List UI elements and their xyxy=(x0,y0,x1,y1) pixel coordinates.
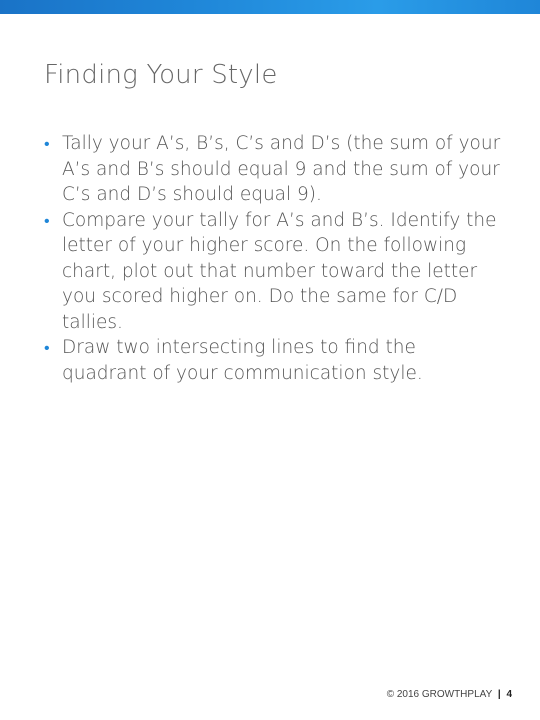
bullet-dot-icon: • xyxy=(44,210,50,230)
bullet-dot-icon: • xyxy=(44,134,50,153)
bullet-text: Tally your A’s, B’s, C’s and D’s (the sum of your A’s and B’s should equal 9 and the sum of your C’s and D’s should equal 9). xyxy=(62,133,501,205)
bullet-item xyxy=(43,335,503,386)
bullet-text: Compare your tally for A’s and B’s. Identify the letter of your higher score. On the following chart, plot out that number toward the letter you scored higher on. Do the same for C/D tallies. xyxy=(62,209,497,333)
bullet-text: Draw two intersecting lines to find the quadrant of your communication style. xyxy=(62,337,423,384)
bullet-dot-icon: • xyxy=(44,338,50,357)
footer-copyright: © 2016 GROWTHPLAY xyxy=(386,689,493,700)
slide-title: Finding Your Style xyxy=(44,60,278,90)
footer-separator: | xyxy=(497,689,501,700)
bullet-item xyxy=(43,208,503,336)
footer xyxy=(387,689,512,700)
page-number: 4 xyxy=(506,689,512,700)
bullet-item xyxy=(43,131,503,208)
header-accent-bar xyxy=(0,0,540,14)
bullet-list xyxy=(43,131,503,386)
